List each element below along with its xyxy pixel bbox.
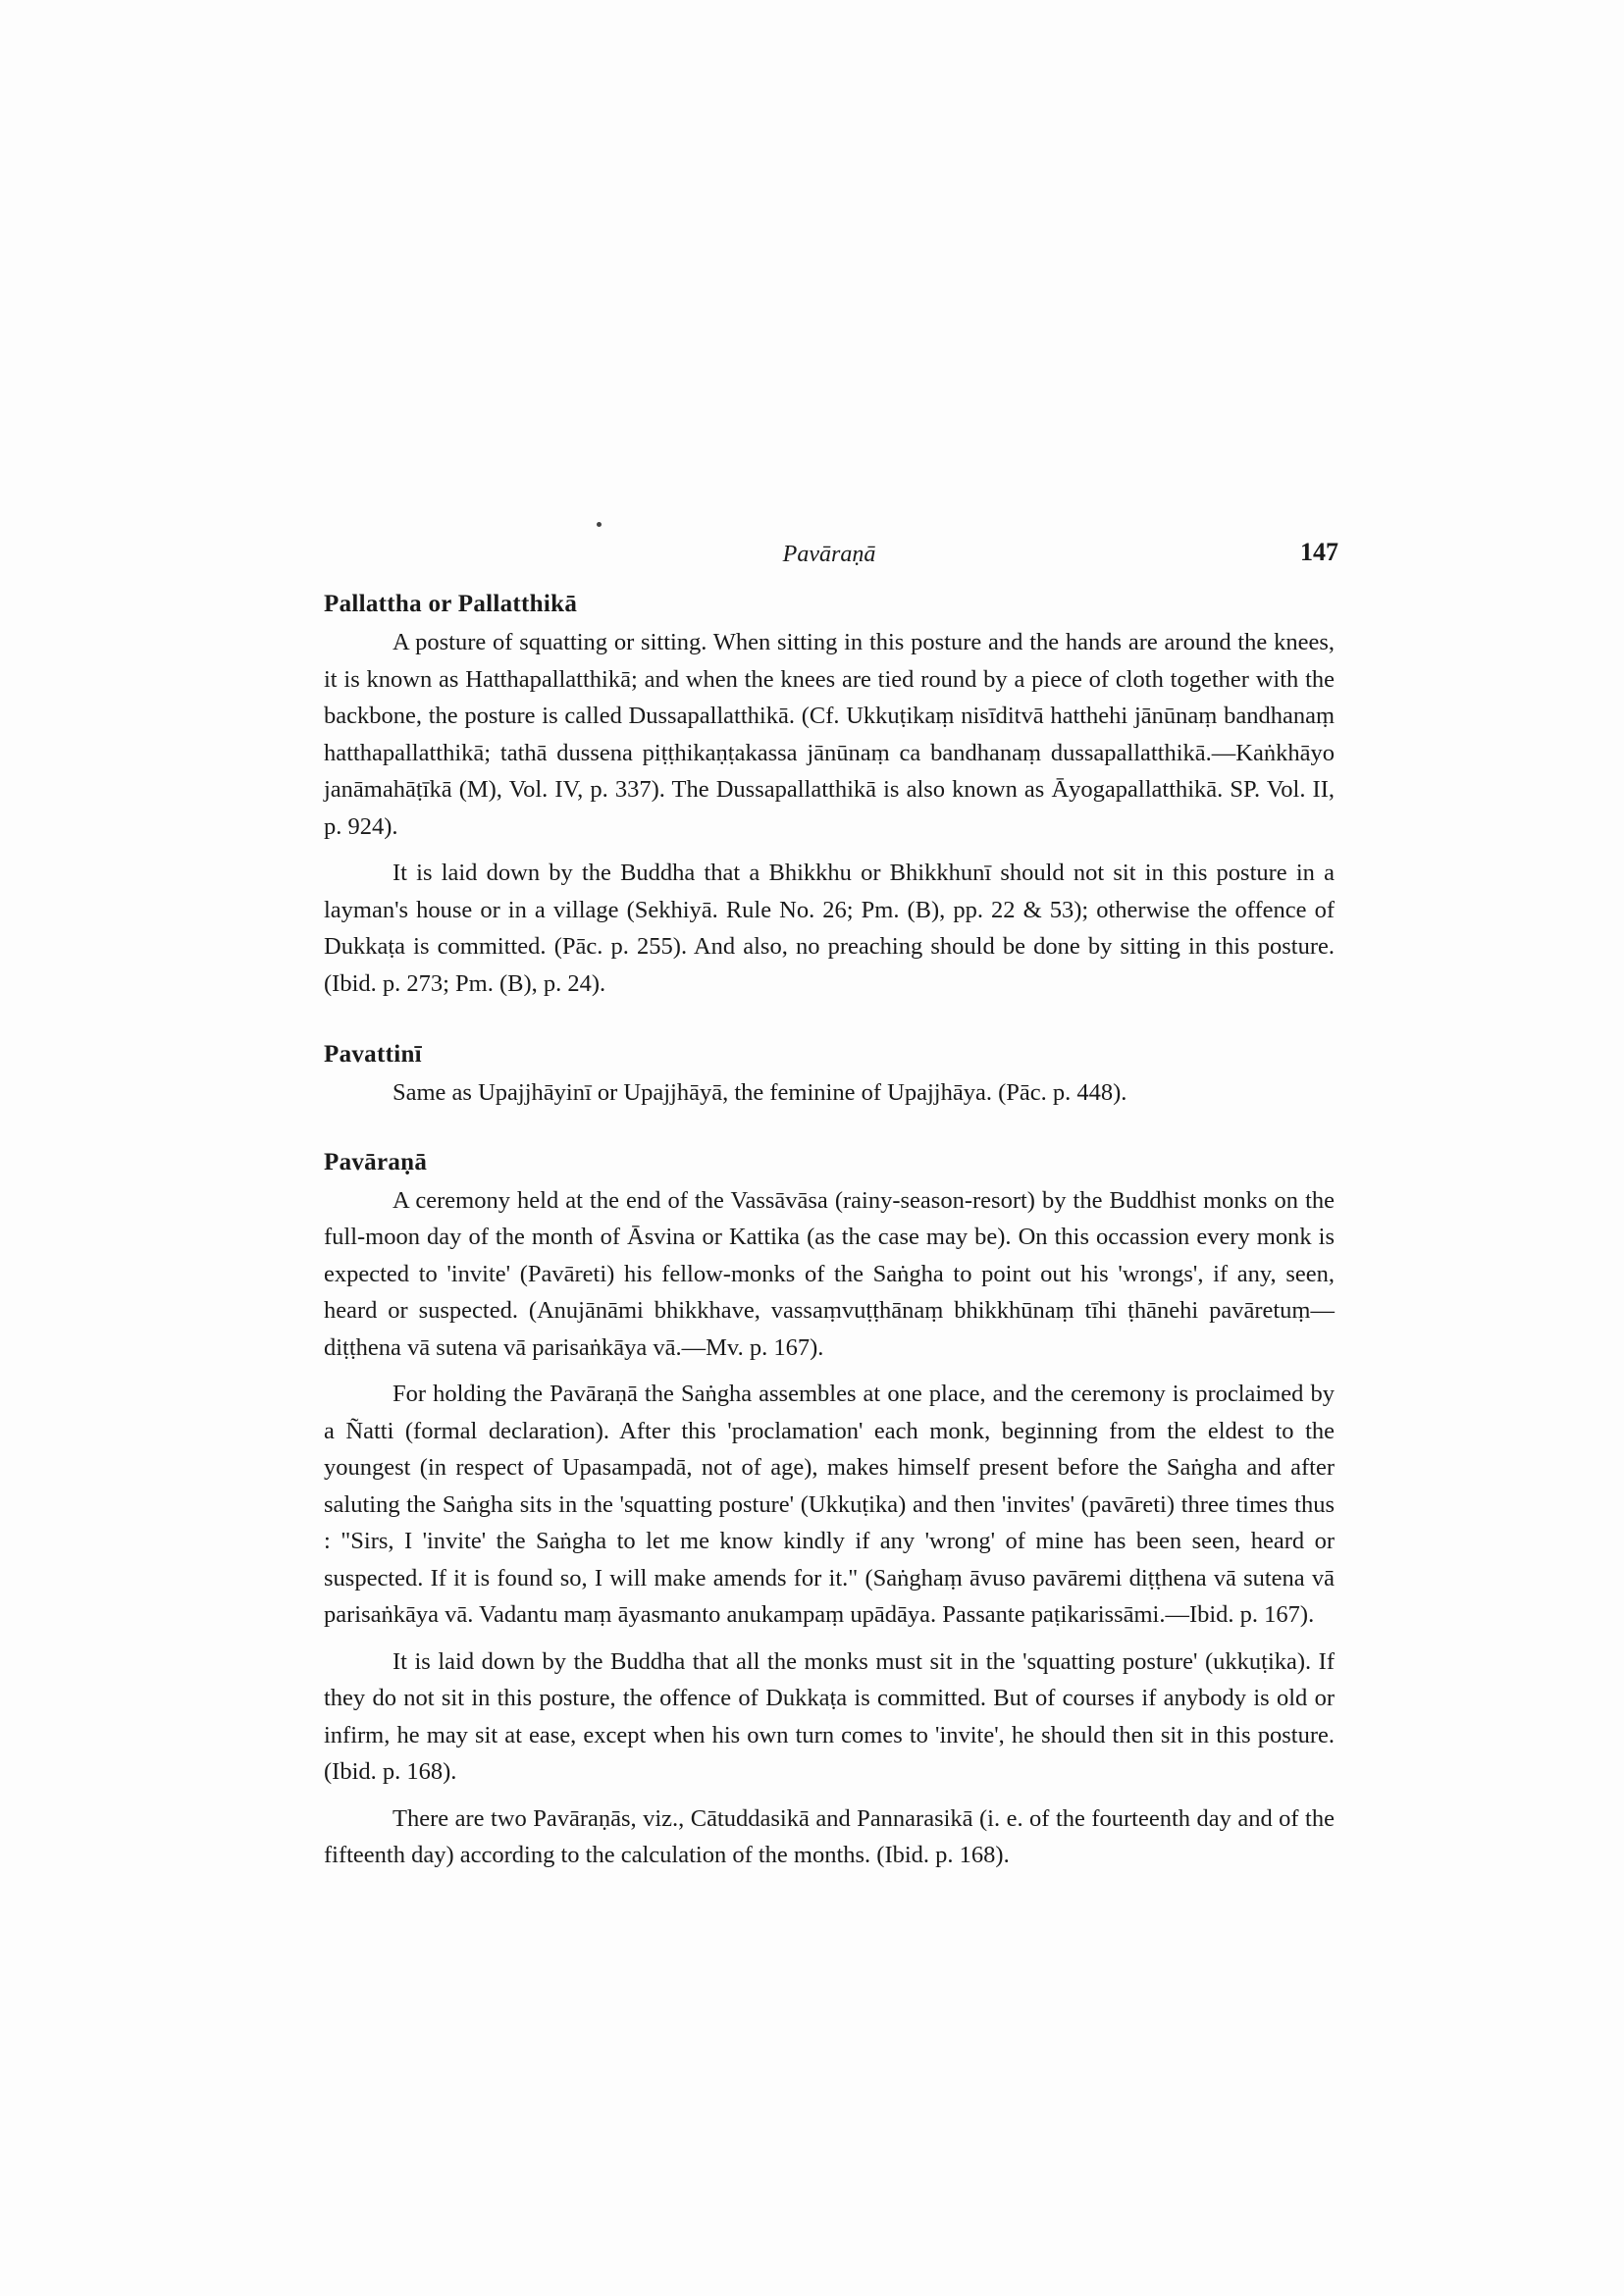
headword: Pallattha or Pallatthikā — [324, 591, 578, 617]
headword: Pavāraṇā — [324, 1148, 428, 1175]
running-head — [324, 538, 1338, 577]
paragraph: It is laid down by the Buddha that all the monks must sit in the 'squatting posture' (ukkuṭika). If they do not sit in this posture, the offence of Dukkaṭa is committed. But of courses if anybody is old or infirm, he may sit at ease, except when his own turn comes to 'invite', he should then sit in this posture. (Ibid. p. 168). — [324, 1647, 1335, 1785]
paragraph: A ceremony held at the end of the Vassāvāsa (rainy-season-resort) by the Buddhist monks on the full-moon day of the month of Āsvina or Kattika (as the case may be). On this occassion every monk is expected to 'invite' (Pavāreti) his fellow-monks of the Saṅgha to point out his 'wrongs', if any, seen, heard or suspected. (Anujānāmi bhikkhave, vassaṃvuṭṭhānaṃ bhikkhūnaṃ tīhi ṭhānehi pavāretuṃ—diṭṭhena vā sutena vā parisaṅkāya vā.—Mv. p. 167). — [324, 1186, 1335, 1361]
page-speck — [597, 522, 602, 527]
entry-pallattha — [324, 591, 1335, 1002]
page-body — [324, 538, 1338, 1913]
running-title: Pavāraṇā — [782, 542, 876, 567]
entry-pavarana — [324, 1149, 1335, 1874]
paragraph: There are two Pavāraṇās, viz., Cātuddasikā and Pannarasikā (i. e. of the fourteenth day and of the fifteenth day) according to the calculation of the months. (Ibid. p. 168). — [324, 1804, 1335, 1868]
entry-pavattini — [324, 1041, 1335, 1112]
paragraph: It is laid down by the Buddha that a Bhikkhu or Bhikkhunī should not sit in this posture in a layman's house or in a village (Sekhiyā. Rule No. 26; Pm. (B), pp. 22 & 53); otherwise the offence of Dukkaṭa is committed. (Pāc. p. 255). And also, no preaching should be done by sitting in this posture. (Ibid. p. 273; Pm. (B), p. 24). — [324, 860, 1335, 997]
paragraph: A posture of squatting or sitting. When sitting in this posture and the hands are around the knees, it is known as Hatthapallatthikā; and when the knees are tied round by a piece of cloth together with the backbone, the posture is called Dussapallatthikā. (Cf. Ukkuṭikaṃ nisīditvā hatthehi jānūnaṃ bandhanaṃ hatthapallatthikā; tathā dussena piṭṭhikaṇṭakassa jānūnaṃ ca bandhanaṃ dussapallatthikā.—Kaṅkhāyo janāmahāṭīkā (M), Vol. IV, p. 337). The Dussapallatthikā is also known as Āyogapallatthikā. SP. Vol. II, p. 924). — [324, 629, 1335, 840]
paragraph: Same as Upajjhāyinī or Upajjhāyā, the feminine of Upajjhāya. (Pāc. p. 448). — [393, 1079, 1127, 1106]
headword: Pavattinī — [324, 1041, 422, 1068]
page-number: 147 — [1300, 538, 1338, 566]
paragraph: For holding the Pavāraṇā the Saṅgha assembles at one place, and the ceremony is proclaimed by a Ñatti (formal declaration). After this 'proclamation' each monk, beginning from the eldest to the youngest (in respect of Upasampadā, not of age), makes himself present before the Saṅgha and after saluting the Saṅgha sits in the 'squatting posture' (Ukkuṭika) and then 'invites' (pavāreti) three times thus : "Sirs, I 'invite' the Saṅgha to let me know kindly if any 'wrong' of mine has been seen, heard or suspected. If it is found so, I will make amends for it." (Saṅghaṃ āvuso pavāremi diṭṭhena vā sutena vā parisaṅkāya vā. Vadantu maṃ āyasmanto anukampaṃ upādāya. Passante paṭikarissāmi.—Ibid. p. 167). — [324, 1381, 1335, 1628]
